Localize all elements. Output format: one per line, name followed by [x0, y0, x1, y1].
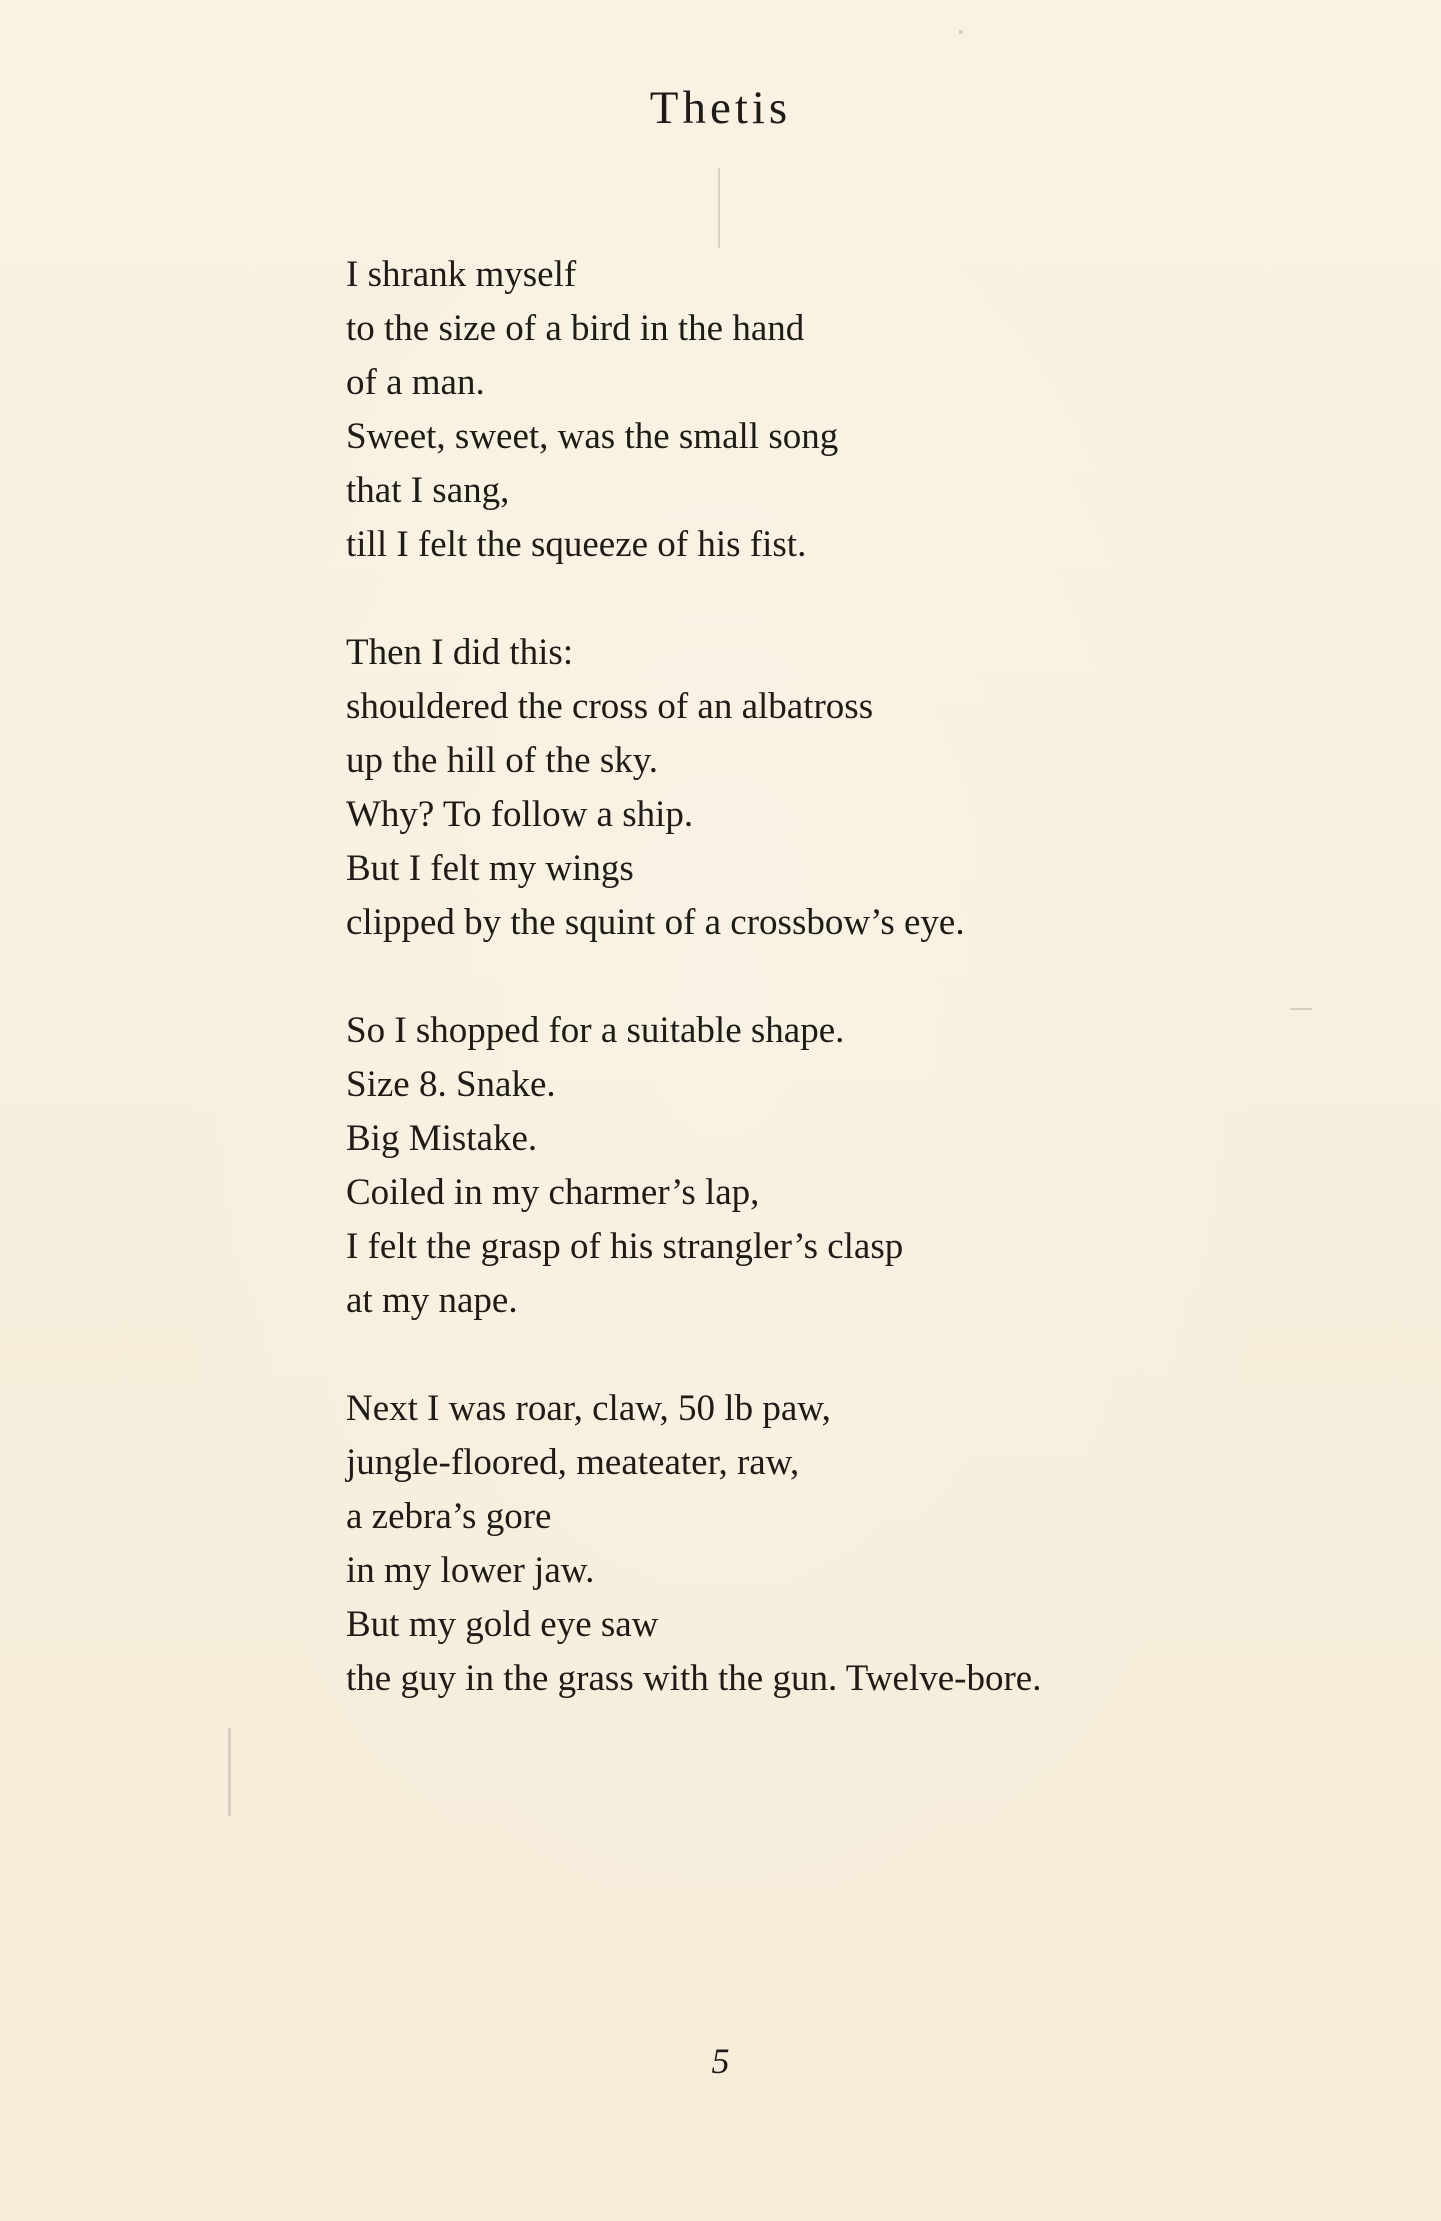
page-number: 5	[711, 2041, 730, 2081]
poem-line: a zebra’s gore	[346, 1496, 552, 1537]
poem-line: shouldered the cross of an albatross	[346, 686, 874, 727]
poem-line: clipped by the squint of a crossbow’s eye.	[346, 902, 965, 943]
poem-line: till I felt the squeeze of his fist.	[346, 524, 807, 565]
stanza-1	[346, 248, 1346, 572]
poem-line: at my nape.	[346, 1280, 518, 1321]
poem-line: So I shopped for a suitable shape.	[346, 1010, 845, 1051]
poem-body	[346, 248, 1346, 1760]
paper-speck	[959, 30, 963, 34]
poem-line: that I sang,	[346, 470, 510, 511]
poem-line: in my lower jaw.	[346, 1550, 595, 1591]
poem-line: Sweet, sweet, was the small song	[346, 416, 839, 457]
poem-line: Next I was roar, claw, 50 lb paw,	[346, 1388, 831, 1429]
poem-line: Size 8. Snake.	[346, 1064, 556, 1105]
stanza-4	[346, 1382, 1346, 1706]
poem-line: to the size of a bird in the hand	[346, 308, 805, 349]
poem-line: But I felt my wings	[346, 848, 634, 889]
poem-line: Big Mistake.	[346, 1118, 538, 1159]
poem-line: Why? To follow a ship.	[346, 794, 694, 835]
poem-title: Thetis	[649, 82, 792, 134]
poem-line: I shrank myself	[346, 254, 577, 295]
poem-line: I felt the grasp of his strangler’s clasp	[346, 1226, 904, 1267]
poem-line: jungle-floored, meateater, raw,	[346, 1442, 800, 1483]
poem-line: the guy in the grass with the gun. Twelve-bore.	[346, 1658, 1042, 1699]
poem-line: Then I did this:	[346, 632, 574, 673]
paper-speck	[718, 168, 720, 248]
stanza-3	[346, 1004, 1346, 1328]
poem-line: of a man.	[346, 362, 485, 403]
stanza-2	[346, 626, 1346, 950]
poem-line: But my gold eye saw	[346, 1604, 659, 1645]
paper-speck	[228, 1728, 231, 1816]
poem-line: up the hill of the sky.	[346, 740, 659, 781]
poem-line: Coiled in my charmer’s lap,	[346, 1172, 760, 1213]
